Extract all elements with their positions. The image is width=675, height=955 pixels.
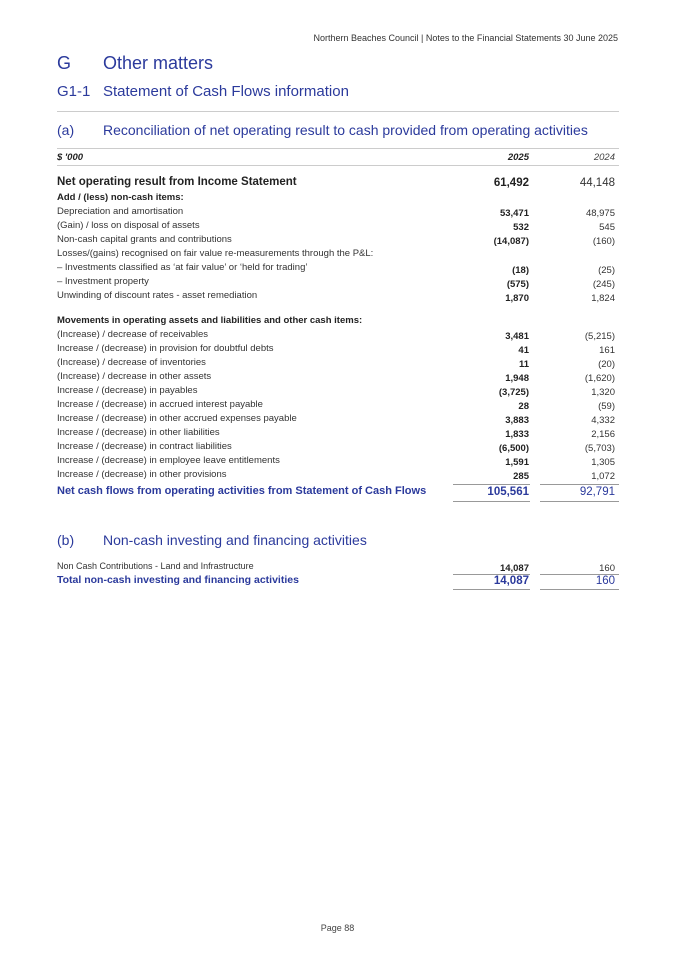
section-title: Other matters: [103, 53, 214, 73]
value-2025: 61,492: [493, 177, 529, 189]
value-2024: 1,072: [591, 471, 615, 482]
part-b-heading: [57, 532, 367, 548]
row-label: Movements in operating assets and liabilities and other cash items:: [57, 315, 363, 326]
table-row: [57, 206, 619, 220]
table-row: [57, 441, 619, 455]
total-row: [57, 574, 619, 588]
divider: [57, 111, 619, 112]
value-2025: (14,087): [493, 236, 529, 247]
value-2025: (18): [512, 265, 529, 276]
table-row: [57, 469, 619, 483]
table-row: [57, 262, 619, 276]
value-2024: 545: [599, 222, 615, 233]
total-rule-2024: [540, 589, 619, 590]
row-label: Add / (less) non-cash items:: [57, 192, 184, 203]
value-2025: 1,948: [505, 373, 529, 384]
section-heading: [57, 53, 213, 74]
column-2024: 2024: [593, 152, 615, 163]
row-label: Non Cash Contributions - Land and Infrastructure: [57, 561, 254, 571]
part-b-code: (b): [57, 532, 75, 548]
value-2024: (245): [592, 279, 615, 290]
value-2024: 1,824: [591, 293, 615, 304]
row-label: Increase / (decrease) in accrued interest payable: [57, 399, 263, 410]
total-rule-2025: [453, 589, 530, 590]
row-label: (Increase) / decrease of receivables: [57, 329, 209, 340]
value-2025: (3,725): [498, 387, 529, 398]
total-label: Total non-cash investing and financing activities: [57, 574, 299, 586]
value-2024: (1,620): [584, 373, 615, 384]
row-label: – Investments classified as ‘at fair value’ or ‘held for trading’: [57, 262, 308, 273]
table-row: [57, 357, 619, 371]
table-row: [57, 413, 619, 427]
table-row: [57, 315, 619, 329]
value-2025: 14,087: [499, 563, 529, 574]
value-2024: (160): [592, 236, 615, 247]
row-label: Net operating result from Income Statement: [57, 176, 297, 188]
value-2025: 285: [513, 471, 529, 482]
value-2025: (575): [506, 279, 529, 290]
part-b-title: Non-cash investing and financing activities: [103, 532, 367, 548]
value-2025: 1,870: [505, 293, 529, 304]
value-2025: 28: [518, 401, 529, 412]
value-2025: 53,471: [499, 208, 529, 219]
value-2024: (59): [598, 401, 615, 412]
table-row: [57, 385, 619, 399]
row-label: Increase / (decrease) in employee leave entitlements: [57, 455, 280, 466]
row-label: – Investment property: [57, 276, 149, 287]
table-row: [57, 234, 619, 248]
table-row: [57, 176, 619, 190]
row-label: Increase / (decrease) in payables: [57, 385, 198, 396]
row-label: Increase / (decrease) in contract liabilities: [57, 441, 232, 452]
section-code: G: [57, 53, 72, 73]
subsection-code: G1-1: [57, 83, 91, 100]
part-a-heading: [57, 122, 588, 138]
row-label: (Increase) / decrease of inventories: [57, 357, 206, 368]
table-row: [57, 343, 619, 357]
unit-label: $ '000: [57, 152, 84, 163]
total-rule-2024: [540, 501, 619, 502]
row-label: (Increase) / decrease in other assets: [57, 371, 212, 382]
value-2025: 1,833: [505, 429, 529, 440]
value-2024: 4,332: [591, 415, 615, 426]
table-row: [57, 192, 619, 206]
part-a-title: Reconciliation of net operating result to cash provided from operating activities: [103, 122, 588, 138]
row-label: Increase / (decrease) in provision for doubtful debts: [57, 343, 274, 354]
subsection-title: Statement of Cash Flows information: [103, 83, 349, 100]
row-label: Increase / (decrease) in other accrued expenses payable: [57, 413, 297, 424]
value-2025: 532: [513, 222, 529, 233]
total-rule-2025: [453, 501, 530, 502]
row-label: (Gain) / loss on disposal of assets: [57, 220, 200, 231]
value-2024: (5,703): [584, 443, 615, 454]
table-row: [57, 561, 619, 575]
value-2025: 3,883: [505, 415, 529, 426]
total-label: Net cash flows from operating activities from Statement of Cash Flows: [57, 485, 427, 497]
row-label: Increase / (decrease) in other provisions: [57, 469, 227, 480]
value-2024: (25): [598, 265, 615, 276]
value-2025: 11: [518, 359, 529, 370]
value-2025: 41: [518, 345, 529, 356]
row-label: Increase / (decrease) in other liabilities: [57, 427, 220, 438]
value-2025: 1,591: [505, 457, 529, 468]
table-row: [57, 276, 619, 290]
value-2025: 3,481: [505, 331, 529, 342]
running-header: Northern Beaches Council | Notes to the Financial Statements 30 June 2025: [313, 33, 618, 43]
value-2024: 44,148: [579, 177, 615, 189]
table-row: [57, 329, 619, 343]
table-header: [57, 148, 619, 166]
value-2024: (5,215): [584, 331, 615, 342]
value-2024: 1,320: [591, 387, 615, 398]
row-label: Depreciation and amortisation: [57, 206, 184, 217]
value-2024: 48,975: [585, 208, 615, 219]
value-2024: 161: [599, 345, 615, 356]
value-2024: 2,156: [591, 429, 615, 440]
part-a-code: (a): [57, 122, 75, 138]
value-2025: (6,500): [498, 443, 529, 454]
table-row: [57, 371, 619, 385]
row-label: Non-cash capital grants and contributions: [57, 234, 232, 245]
row-label: Unwinding of discount rates - asset remediation: [57, 290, 258, 301]
value-2024: (20): [598, 359, 615, 370]
total-value-2025: 14,087: [493, 575, 529, 587]
table-row: [57, 248, 619, 262]
column-2025: 2025: [507, 152, 529, 163]
table-row: [57, 427, 619, 441]
table-row: [57, 220, 619, 234]
value-2024: 1,305: [591, 457, 615, 468]
total-value-2025: 105,561: [487, 486, 529, 498]
table-row: [57, 455, 619, 469]
subsection-heading: [57, 83, 349, 100]
table-row: [57, 290, 619, 304]
total-value-2024: 92,791: [579, 486, 615, 498]
row-label: Losses/(gains) recognised on fair value re-measurements through the P&L:: [57, 248, 374, 259]
total-value-2024: 160: [595, 575, 615, 587]
total-row: [57, 485, 619, 499]
value-2024: 160: [599, 563, 615, 574]
page-number: Page 88: [320, 923, 355, 933]
table-row: [57, 399, 619, 413]
